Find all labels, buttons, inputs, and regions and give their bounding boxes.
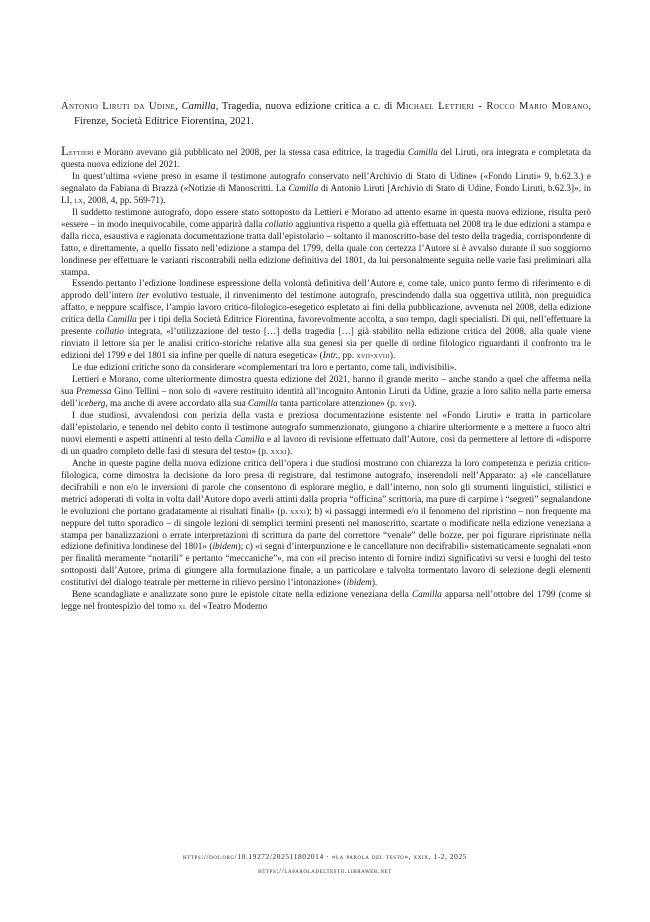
book-author: Antonio Liruti da Udine [61,101,176,112]
book-description: , Tragedia, nuova edizione critica a c. di [215,101,397,112]
paragraph-3: Il suddetto testimone autografo, dopo essere stato sottoposto da Lettieri e Morano ad attento esame in questa nuova edizione, risulta però «essere – in modo inequivocabile, come apparirà dalla collatio aggiuntiva rispetto a quella già effettuata nel 2008 tra le due edizioni a stampa e dalla ricca, esaustiva e ragionata documentazione tratta dall’epistolario – soltanto il manoscritto-base del testo della tragedia, corrispondente di fatto, e direttamente, a quello fissato nell’edizione a stampa del 1799, della quale con certezza l’Autore si è avvalso durante il suo soggiorno londinese per effettuare le varianti riscontrabili nella edizione definitiva del 1801, da lui personalmente seguita nelle varie fasi preliminari alla stampa. [61,207,591,278]
paragraph-5: Le due edizioni critiche sono da considerare «complementari tra loro e pertanto, come tali, indivisibili». [72,363,457,374]
book-title: Camilla [181,101,216,112]
review-body [61,145,591,614]
drop-cap: L [61,143,69,158]
review-page [61,100,591,614]
paragraph-9: Bene scandagliate e analizzate sono pure le epistole citate nella edizione veneziana della Camilla apparsa nell’ottobre del 1799 (come si legge nel frontespizio del tomo xl del «Teatro Moderno [61,590,591,613]
footer-doi: https://doi.org/10.19272/202511802014 · «la parola del testo», xxix, 1-2, 2025 [182,852,468,861]
footer-url[interactable]: https://laparoladeltesto.libraweb.net [258,866,392,875]
paragraph-7: I due studiosi, avvalendosi con perizia della vasta e preziosa documentazione esistente nel «Fondo Liruti» e tratta in particolare dall’epistolario, e tenendo nel debito conto il testimone autografo summenzionato, giungono a chiarire ulteriormente e a mettere a fuoco altri nuovi elementi e aspetti attinenti al testo della Camilla e al lavoro di revisione effettuato dall’Autore, così da permettere al lettore di «disporre di un quadro completo delle fasi di stesura del testo» (p. xxxi). [61,410,591,457]
paragraph-2: In quest’ultima «viene preso in esame il testimone autografo conservato nell’Archivio di Stato di Udine» («Fondo Liruti» 9, b.62.3.) e segnalato da Fabiana di Brazzà («Notizie di Manoscritti. La Camilla di Antonio Liruti [Archivio di Stato di Udine, Fondo Liruti, b.62.3]», in LI, lx, 2008, 4, pp. 569-71). [61,171,591,206]
book-publisher: , Firenze, Società Editrice Fiorentina, 2021. [74,101,591,127]
paragraph-6: Lettieri e Morano, come ulteriormente dimostra questa edizione del 2021, hanno il grande merito – anche stando a quel che afferma nella sua Premessa Gino Tellini – non solo di «avere restituito identità all’incognito Antonio Liruti da Udine, grazie a loro salito nella parte emersa dell’iceberg, ma anche di avere accordato alla sua Camilla tanta particolare attenzione» (p. xvi). [61,375,591,410]
book-editors: Michael Lettieri - Rocco Mario Morano [396,101,589,112]
review-heading: Antonio Liruti da Udine, Camilla, Tragedia, nuova edizione critica a c. di Michael Lettieri - Rocco Mario Morano, Firenze, Società Editrice Fiorentina, 2021. [61,101,591,127]
paragraph-8: Anche in queste pagine della nuova edizione critica dell’opera i due studiosi mostrano con chiarezza la loro competenza e perizia critico-filologica, come dimostra la decisione da loro presa di registrare, dal testimone autografo, inserendoli nell’Apparato: a) «le cancellature decifrabili e non e/o le inversioni di parole che consentono di esplorare meglio, e dall’interno, non solo gli strumenti linguistici, stilistici e metrici adoperati di volta in volta dall’Autore dopo averli attinti dalla propria “officina” scrittoria, ma pure di carpirne i “segreti” segnalandone le evoluzioni che portano gradatamente ai risultati finali» (p. xxxi); b) «i passaggi intermedi e/o il fenomeno del ripristino – non frequente ma neppure del tutto sporadico – di singole lezioni di semplici termini presenti nel manoscritto, scartate o modificate nella edizione veneziana a stampa per banalizzazioni o errate interpretazioni di scrittura da parte del correttore “venale” delle bozze, per poi figurare ripristinate nella edizione definitiva londinese del 1801» (ibidem); c) «i segni d’interpunzione e le cancellature non decifrabili» sistematicamente segnalati «non per finalità meramente “notarili” e pertanto “meccaniche”», ma con «il preciso intento di fornire indizi significativi su versi e luoghi del testo sottoposti dall’Autore, prima di giungere alla formulazione finale, a un particolare e talvolta tormentato lavoro di selezione degli elementi costitutivi del dialogo teatrale per metterne in rilievo persino l’intonazione» (ibidem). [61,458,592,589]
paragraph-4: Essendo pertanto l’edizione londinese espressione della volontà definitiva dell’Autore e, come tale, unico punto fermo di riferimento e di approdo dell’intero iter evolutivo testuale, il rinvenimento del testimone autografo, prescindendo dalla sua oggettiva utilità, non preguidica affatto, e neppure scalfisce, l’ampio lavoro critico-filologico-esegetico espletato ai fini della pubblicazione, avvenuta nel 2008, della edizione critica della Camilla per i tipi della Società Editrice Fiorentina, favorevolmente accolta, a suo tempo, dagli specialisti. Di qui, nell’effettuare la presente collatio integrata, «l’utilizzazione del testo […] della tragedia […] già stabilito nella edizione critica del 2008, alla quale viene rinviato il lettore sia per le analisi critico-storiche relative alla sua genesi sia per quelle di ordine filologico riguardanti il confronto tra le edizioni del 1799 e del 1801 sia infine per quelle di natura esegetica» (Intr., pp. xvii-xviii). [61,279,591,362]
paragraph-1: Lettieri e Morano avevano già pubblicato nel 2008, per la stessa casa editrice, la tragedia Camilla del Liruti, ora integrata e completata da questa nuova edizione del 2021. [61,143,591,170]
